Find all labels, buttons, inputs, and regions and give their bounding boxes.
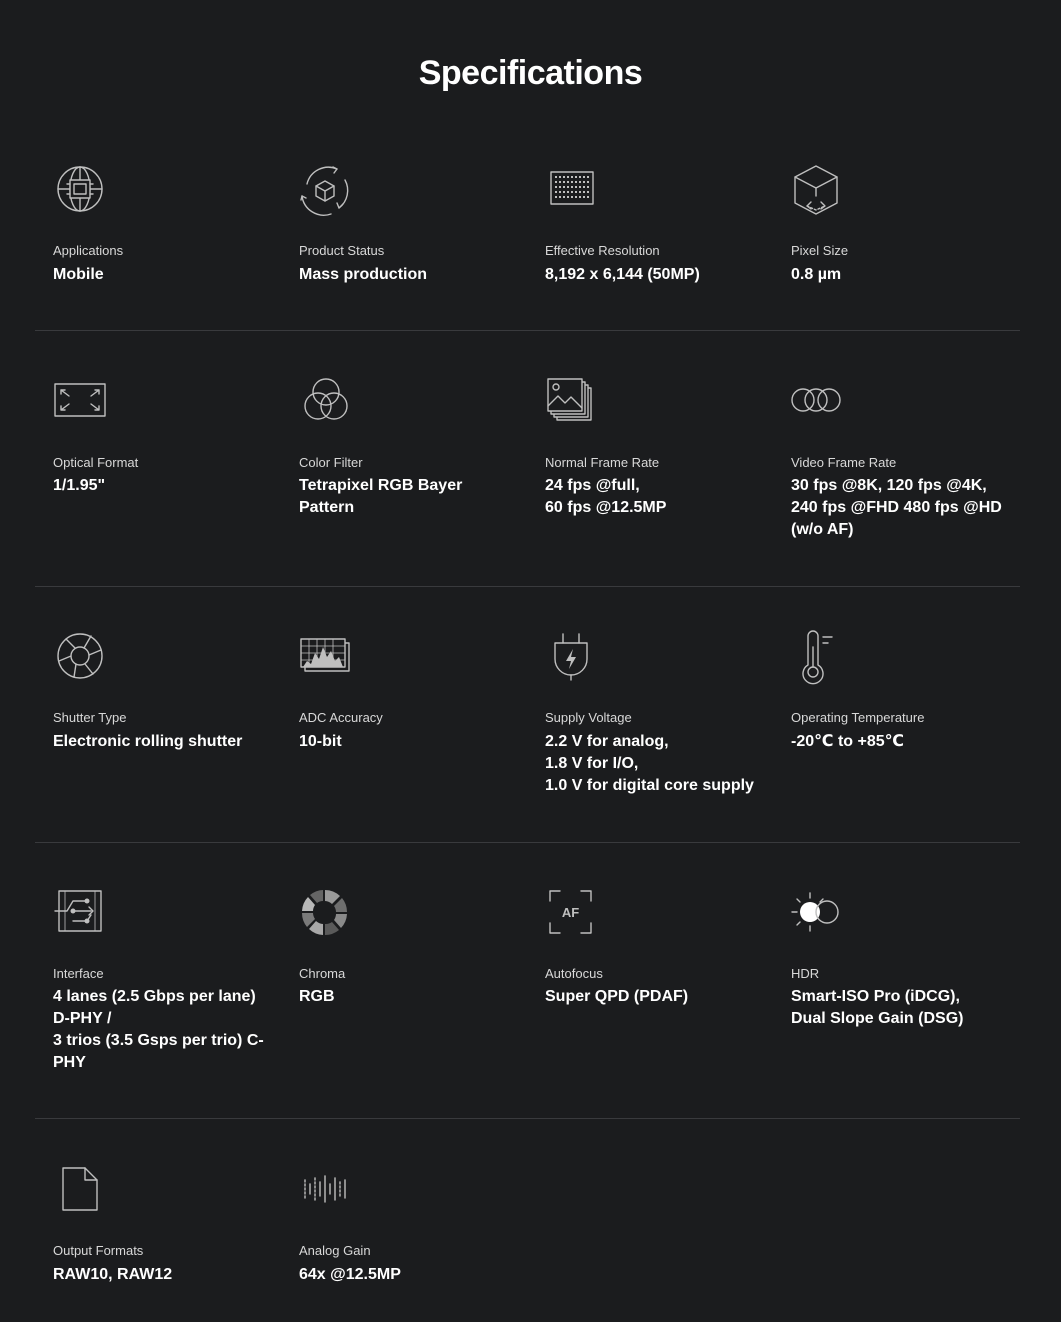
pixel-cube-icon xyxy=(791,166,847,222)
spec-operating-temperature xyxy=(791,633,1011,750)
spec-value: -20℃ to +85℃ xyxy=(791,733,905,750)
spec-effective-resolution xyxy=(545,166,765,283)
spec-label: Autofocus xyxy=(545,966,603,981)
row-divider xyxy=(35,330,1020,331)
spec-value: 64x @12.5MP xyxy=(299,1266,401,1283)
document-icon xyxy=(53,1166,109,1222)
spec-label: Supply Voltage xyxy=(545,710,632,725)
spec-label: HDR xyxy=(791,966,820,981)
spec-label: Video Frame Rate xyxy=(791,455,897,470)
image-stack-icon xyxy=(545,378,601,434)
rgb-circles-icon xyxy=(299,378,355,434)
spec-color-filter xyxy=(299,378,519,516)
spec-product-status xyxy=(299,166,519,283)
spec-value: RGB xyxy=(299,988,335,1005)
spec-shutter-type xyxy=(53,633,273,750)
chroma-ring-icon xyxy=(299,889,355,945)
globe-chip-icon xyxy=(53,166,109,222)
spec-value: 24 fps @full, 60 fps @12.5MP xyxy=(545,477,667,516)
spec-label: Output Formats xyxy=(53,1243,144,1258)
spec-chroma xyxy=(299,889,519,1005)
spec-label: Product Status xyxy=(299,243,385,258)
shutter-aperture-icon xyxy=(53,633,109,689)
row-divider xyxy=(35,586,1020,587)
signal-bars-icon xyxy=(299,1166,355,1222)
spec-label: Color Filter xyxy=(299,455,363,470)
spec-interface xyxy=(53,889,273,1071)
spec-label: Interface xyxy=(53,966,104,981)
spec-hdr xyxy=(791,889,1011,1027)
spec-value: RAW10, RAW12 xyxy=(53,1266,173,1283)
optical-frame-icon xyxy=(53,378,109,434)
spec-value: 8,192 x 6,144 (50MP) xyxy=(545,266,700,283)
spec-normal-frame-rate xyxy=(545,378,765,516)
spec-value: 1/1.95" xyxy=(53,477,106,494)
row-divider xyxy=(35,842,1020,843)
power-plug-icon xyxy=(545,633,601,689)
spec-value: Mass production xyxy=(299,266,428,283)
pixel-grid-icon xyxy=(545,166,601,222)
spec-value: Electronic rolling shutter xyxy=(53,733,243,750)
spec-value: 4 lanes (2.5 Gbps per lane) D-PHY / 3 trios (3.5 Gsps per trio) C- PHY xyxy=(53,988,264,1071)
histogram-icon xyxy=(299,633,355,689)
spec-label: ADC Accuracy xyxy=(299,710,383,725)
spec-value: 2.2 V for analog, 1.8 V for I/O, 1.0 V for digital core supply xyxy=(545,733,754,794)
spec-label: Shutter Type xyxy=(53,710,127,725)
spec-label: Pixel Size xyxy=(791,243,849,258)
spec-value: 30 fps @8K, 120 fps @4K, 240 fps @FHD 480 fps @HD (w/o AF) xyxy=(791,477,1002,538)
spec-value: Tetrapixel RGB Bayer Pattern xyxy=(299,477,463,516)
spec-pixel-size xyxy=(791,166,1011,283)
spec-label: Optical Format xyxy=(53,455,139,470)
af-icon-text: AF xyxy=(561,905,580,920)
autofocus-icon xyxy=(545,889,601,945)
film-rings-icon xyxy=(791,378,847,434)
interface-circuit-icon xyxy=(53,889,109,945)
spec-value: Smart-ISO Pro (iDCG), Dual Slope Gain (DSG) xyxy=(791,988,964,1027)
spec-optical-format xyxy=(53,378,273,494)
spec-autofocus xyxy=(545,889,765,1005)
spec-value: Super QPD (PDAF) xyxy=(545,988,689,1005)
spec-value: 0.8 µm xyxy=(791,266,842,283)
spec-supply-voltage xyxy=(545,633,765,794)
spec-video-frame-rate xyxy=(791,378,1011,538)
row-divider xyxy=(35,1118,1020,1119)
spec-label: Effective Resolution xyxy=(545,243,660,258)
spec-label: Applications xyxy=(53,243,124,258)
spec-analog-gain xyxy=(299,1166,519,1283)
page-title: Specifications xyxy=(418,54,643,92)
spec-label: Normal Frame Rate xyxy=(545,455,660,470)
spec-applications xyxy=(53,166,273,283)
spec-output-formats xyxy=(53,1166,273,1283)
spec-value: 10-bit xyxy=(299,733,342,750)
spec-value: Mobile xyxy=(53,266,104,283)
spec-adc-accuracy xyxy=(299,633,519,750)
cube-cycle-icon xyxy=(299,166,355,222)
hdr-sun-icon xyxy=(791,889,847,945)
spec-label: Chroma xyxy=(299,966,346,981)
spec-label: Analog Gain xyxy=(299,1243,371,1258)
spec-label: Operating Temperature xyxy=(791,710,925,725)
thermometer-icon xyxy=(791,633,847,689)
